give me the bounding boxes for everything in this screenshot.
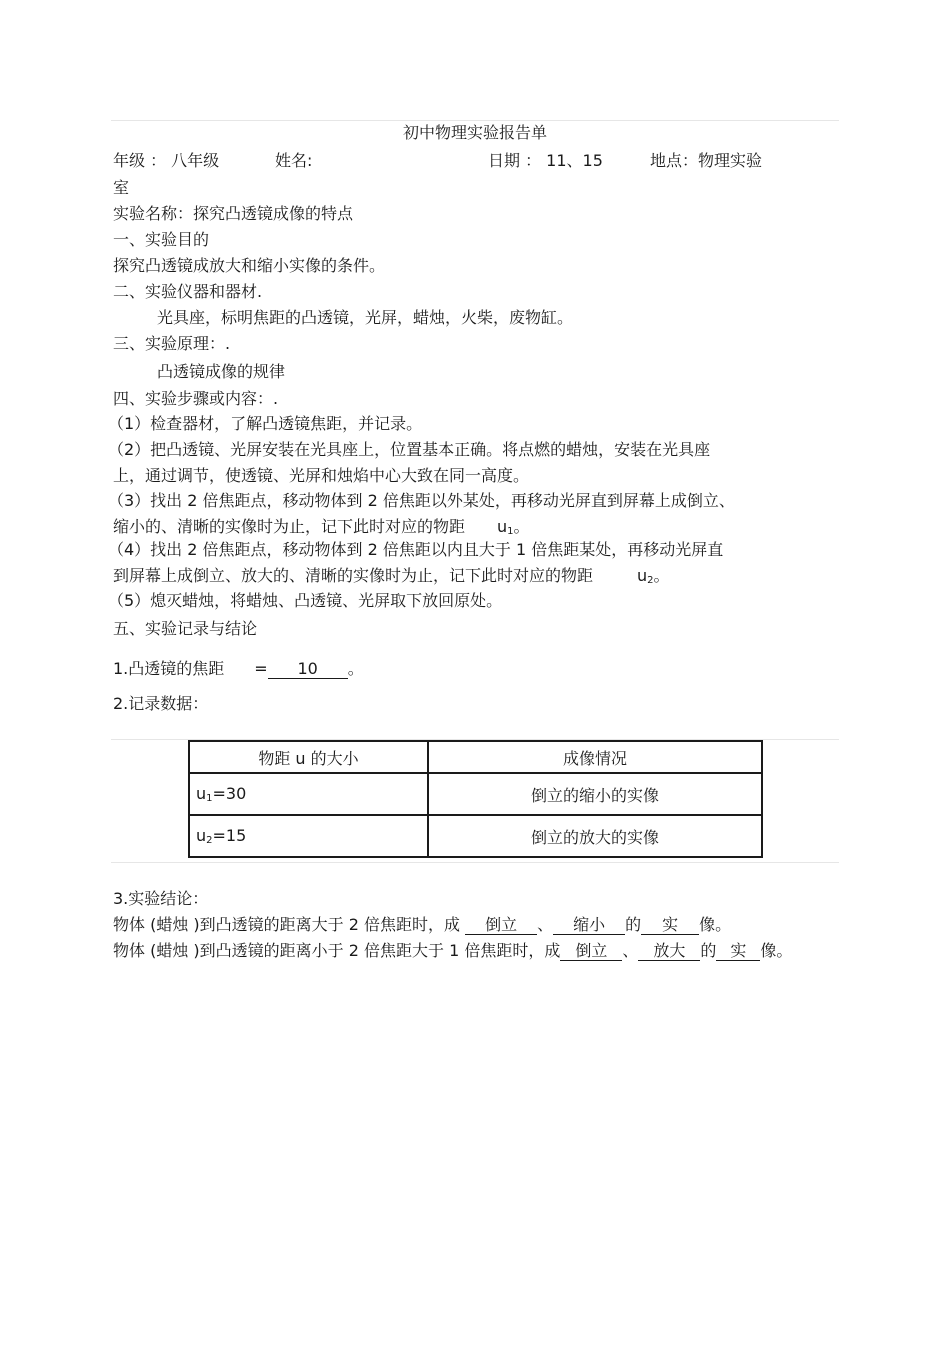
section-5-heading: 五、实验记录与结论 (113, 619, 258, 638)
cell-var: u (196, 784, 207, 803)
c1-blank-3: 实 (641, 916, 699, 935)
section-1-heading: 一、实验目的 (113, 230, 210, 249)
page-title: 初中物理实验报告单 (402, 123, 547, 142)
u1-var: u (497, 517, 508, 536)
place-continued: 室 (113, 178, 130, 197)
cell-sub: 2 (206, 835, 213, 846)
focal-length-value: 10 (268, 660, 348, 679)
record-table (188, 740, 763, 858)
conclusion-heading: 3.实验结论： (113, 889, 209, 908)
focal-length-label: 1.凸透镜的焦距 (113, 659, 225, 678)
u2-var: u (637, 566, 648, 585)
cell-result: 倒立的缩小的实像 (428, 773, 762, 815)
cell-distance (189, 815, 428, 857)
c1-sep-2: 的 (625, 915, 642, 934)
place-label: 地点：物理实验 (650, 151, 763, 170)
focal-end: 。 (347, 659, 364, 678)
focal-equals: = (254, 659, 268, 678)
cell-result: 倒立的放大的实像 (428, 815, 762, 857)
c2-end: 像。 (760, 941, 793, 960)
info-row (113, 150, 219, 172)
step-2-line-1: （2）把凸透镜、光屏安装在光具座上，位置基本正确。将点燃的蜡烛，安装在光具座 (108, 440, 711, 459)
section-2-text: 光具座，标明焦距的凸透镜，光屏，蜡烛，火柴，废物缸。 (157, 308, 574, 327)
u1-sub: 1 (507, 526, 514, 537)
cell-var: u (196, 826, 207, 845)
section-3-heading: 三、实验原理：. (113, 334, 231, 353)
c1-end: 像。 (699, 915, 732, 934)
section-1-text: 探究凸透镜成放大和缩小实像的条件。 (113, 256, 386, 275)
step-1: （1）检查器材，了解凸透镜焦距，并记录。 (108, 414, 423, 433)
date-label: 日期 ： 11、15 (488, 151, 603, 170)
header-object-distance: 物距 u 的大小 (189, 741, 428, 773)
section-3-text: 凸透镜成像的规律 (157, 362, 286, 381)
table-bottom-rule (111, 862, 839, 863)
step-4-line-2 (113, 565, 670, 592)
step-4-text: 到屏幕上成倒立、放大的、清晰的实像时为止，记下此时对应的物距 (113, 566, 594, 585)
step-2-line-2: 上，通过调节，使透镜、光屏和烛焰中心大致在同一高度。 (113, 466, 530, 485)
c1-blank-2: 缩小 (553, 916, 625, 935)
step-4-end: 。 (653, 566, 670, 585)
c1-sep-1: 、 (537, 915, 554, 934)
c1-blank-1: 倒立 (465, 916, 537, 935)
experiment-name: 实验名称：探究凸透镜成像的特点 (113, 204, 354, 223)
cell-value: =15 (212, 826, 247, 845)
c2-blank-2: 放大 (638, 942, 700, 961)
c1-prefix: 物体 (蜡烛 )到凸透镜的距离大于 2 倍焦距时，成 (113, 915, 461, 934)
step-3-line-1: （3）找出 2 倍焦距点，移动物体到 2 倍焦距以外某处，再移动光屏直到屏幕上成倒立、 (108, 491, 735, 510)
top-rule (111, 120, 839, 121)
step-3-end: 。 (513, 517, 530, 536)
step-4-line-1: （4）找出 2 倍焦距点，移动物体到 2 倍焦距以内且大于 1 倍焦距某处，再移动光屏直 (108, 540, 724, 559)
step-5: （5）熄灭蜡烛，将蜡烛、凸透镜、光屏取下放回原处。 (108, 591, 503, 610)
c2-blank-3: 实 (716, 942, 760, 961)
conclusion-line-2 (113, 940, 792, 962)
cell-distance (189, 773, 428, 815)
grade-label: 年级 ： 八年级 (113, 151, 220, 170)
table-row (189, 815, 762, 857)
name-label: 姓名: (275, 151, 313, 170)
c2-sep-1: 、 (622, 941, 639, 960)
table-row (189, 773, 762, 815)
section-2-heading: 二、实验仪器和器材. (113, 282, 263, 301)
step-3-text: 缩小的、清晰的实像时为止，记下此时对应的物距 (113, 517, 466, 536)
cell-value: =30 (212, 784, 247, 803)
u2-sub: 2 (647, 575, 654, 586)
c2-prefix: 物体 (蜡烛 )到凸透镜的距离小于 2 倍焦距大于 1 倍焦距时，成 (113, 941, 561, 960)
focal-length-row (113, 658, 364, 680)
header-image-result: 成像情况 (428, 741, 762, 773)
cell-sub: 1 (206, 793, 213, 804)
record-label: 2.记录数据： (113, 694, 209, 713)
table-header-row (189, 741, 762, 773)
section-4-heading: 四、实验步骤或内容：. (113, 389, 279, 408)
conclusion-line-1 (113, 914, 731, 936)
c2-sep-2: 的 (700, 941, 717, 960)
c2-blank-1: 倒立 (560, 942, 622, 961)
